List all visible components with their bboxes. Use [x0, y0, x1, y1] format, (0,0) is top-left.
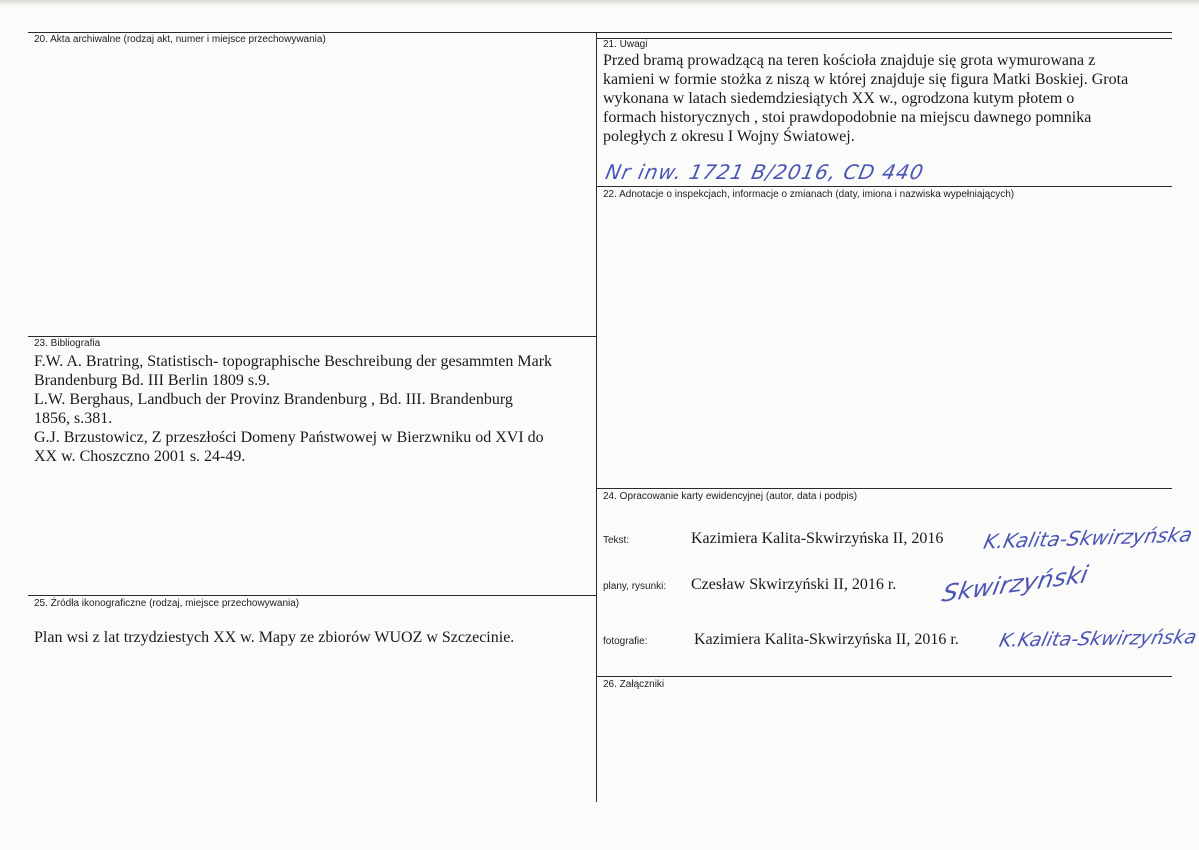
bibliografia-line: F.W. A. Bratring, Statistisch- topographische Beschreibung der gesammten Mark [34, 353, 553, 370]
left-rule-bibliografia [28, 336, 596, 337]
uwagi-line: wykonana w latach siedemdziesiątych XX w., ogrodzona kutym płotem o [603, 90, 1075, 107]
adnotacje-label: 22. Adnotacje o inspekcjach, informacje o zmianach (daty, imiona i nazwiska wypełniających) [603, 189, 1015, 200]
zrodla-text: Plan wsi z lat trzydziestych XX w. Mapy ze zbiorów WUOZ w Szczecinie. [34, 629, 515, 646]
bibliografia-line: G.J. Brzustowicz, Z przeszłości Domeny Państwowej w Bierzwniku od XVI do [34, 429, 544, 446]
right-rule-adnotacje [597, 186, 1172, 187]
fotografie-row-value: Kazimiera Kalita-Skwirzyńska II, 2016 r. [694, 631, 959, 648]
tekst-row-label: Tekst: [603, 535, 630, 546]
zalaczniki-label: 26. Załączniki [603, 679, 665, 690]
uwagi-text [603, 51, 1168, 146]
scan-edge [0, 0, 1199, 6]
bibliografia-line: Brandenburg Bd. III Berlin 1809 s.9. [34, 372, 271, 389]
left-rule-zrodla [28, 595, 596, 596]
bibliografia-line: XX w. Choszczno 2001 s. 24-49. [34, 448, 246, 465]
bibliografia-label: 23. Bibliografia [34, 338, 101, 349]
inventory-handwritten-note: Nr inw. 1721 B/2016, CD 440 [603, 160, 927, 184]
tekst-row-value: Kazimiera Kalita-Skwirzyńska II, 2016 [691, 530, 944, 547]
uwagi-label: 21. Uwagi [603, 39, 648, 50]
fotografie-signature: K.Kalita-Skwirzyńska [997, 626, 1199, 652]
fotografie-row-label: fotografie: [603, 636, 648, 647]
column-divider [596, 32, 597, 802]
uwagi-line: formach historycznych , stoi prawdopodobnie na miejscu dawnego pomnika [603, 109, 1092, 126]
right-rule-zalaczniki [597, 676, 1172, 677]
right-rule-opracowanie [597, 488, 1172, 489]
tekst-signature: K.Kalita-Skwirzyńska [981, 522, 1195, 554]
plany-row-value: Czesław Skwirzyński II, 2016 r. [691, 576, 897, 593]
bibliografia-line: L.W. Berghaus, Landbuch der Provinz Brandenburg , Bd. III. Brandenburg [34, 391, 513, 408]
bibliografia-line: 1856, s.381. [34, 410, 113, 427]
uwagi-line: poległych z okresu I Wojny Światowej. [603, 128, 855, 145]
uwagi-line: kamieni w formie stożka z niszą w której znajduje się figura Matki Boskiej. Grota [603, 71, 1129, 88]
top-rule [28, 32, 1172, 33]
bibliografia-text [34, 352, 594, 466]
uwagi-line: Przed bramą prowadzącą na teren kościoła znajduje się grota wymurowana z [603, 52, 1096, 69]
akta-label: 20. Akta archiwalne (rodzaj akt, numer i miejsce przechowywania) [34, 34, 326, 45]
opracowanie-label: 24. Opracowanie karty ewidencyjnej (autor, data i podpis) [603, 491, 858, 502]
plany-row-label: plany, rysunki: [603, 581, 667, 592]
right-rule-uwagi [597, 38, 1172, 39]
plany-signature: Skwirzyński [939, 560, 1091, 608]
zrodla-label: 25. Źródła ikonograficzne (rodzaj, miejsce przechowywania) [34, 598, 300, 609]
